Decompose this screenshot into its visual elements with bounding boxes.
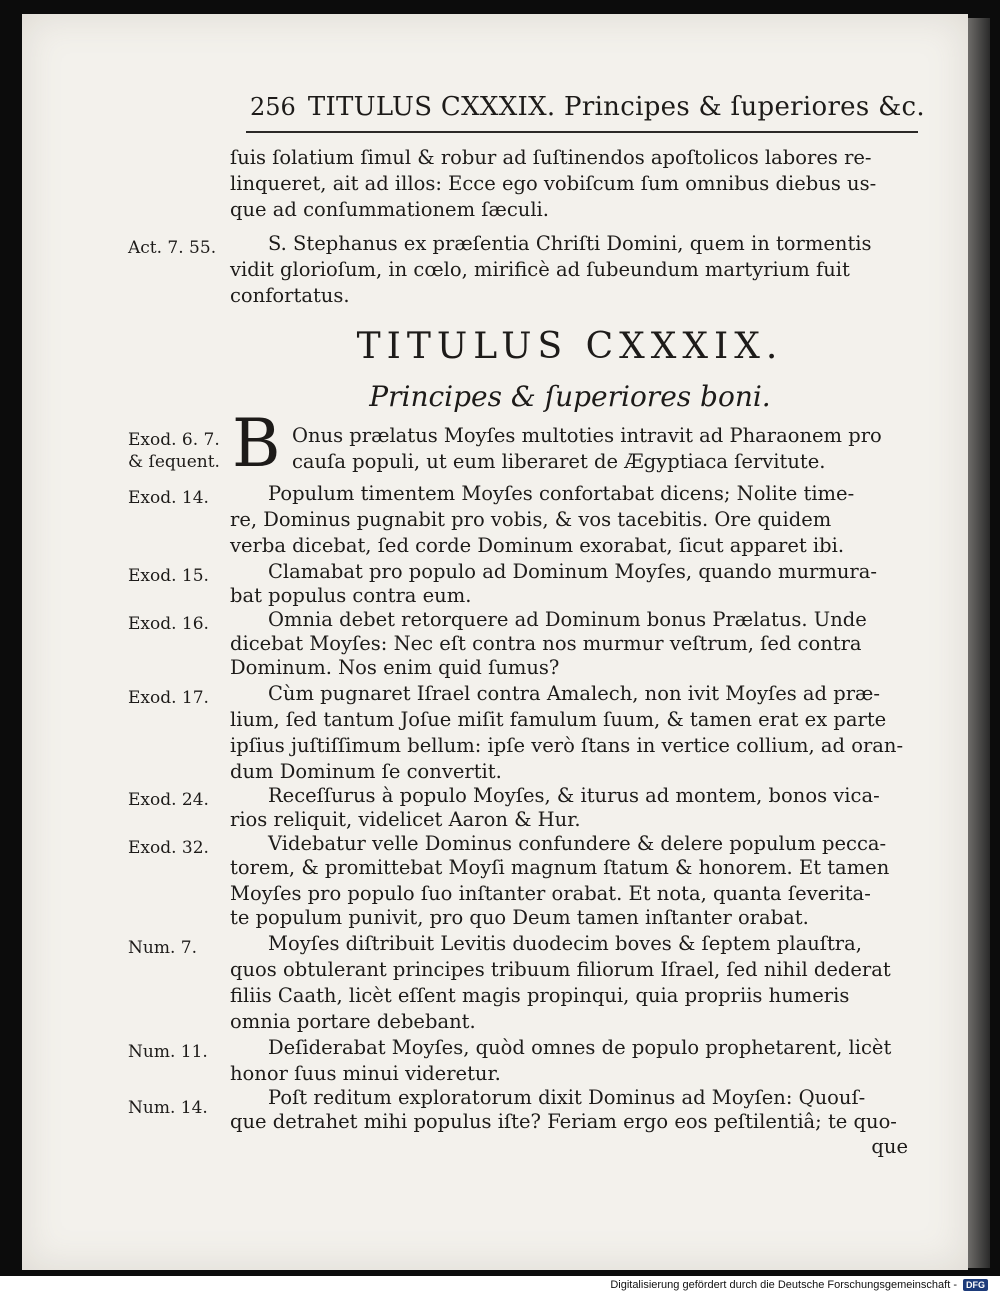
margin-reference: Num. 14. (128, 1098, 208, 1118)
body-line: verba dicebat, ſed corde Dominum exorabat, ſicut apparet ibi. (230, 534, 845, 557)
body-line: Clamabat pro populo ad Dominum Moyſes, quando murmura- (268, 560, 877, 583)
body-line: que detrahet mihi populus iſte? Feriam ergo eos peſtilentiâ; te quo- (230, 1110, 897, 1133)
preface-line: linqueret, ait ad illos: Ecce ego vobiſcum ſum omnibus diebus us- (230, 172, 877, 195)
margin-reference: Exod. 6. 7. (128, 430, 220, 450)
running-head-text: TITULUS CXXXIX. Principes & ſuperiores &c. (307, 92, 925, 122)
preface-line: S. Stephanus ex præſentia Chriſti Domini, quem in tormentis (268, 232, 872, 255)
body-line: cauſa populi, ut eum liberaret de Ægyptiaca ſervitute. (292, 450, 826, 473)
body-line: Poſt reditum exploratorum dixit Dominus ad Moyſen: Quouſ- (268, 1086, 866, 1109)
body-line: te populum punivit, pro quo Deum tamen inſtanter orabat. (230, 906, 809, 929)
margin-reference: Exod. 15. (128, 566, 209, 586)
margin-reference: Act. 7. 55. (128, 238, 217, 258)
body-line: Populum timentem Moyſes confortabat dicens; Nolite time- (268, 482, 855, 505)
preface-line: ſuis ſolatium ſimul & robur ad ſuſtinendos apoſtolicos labores re- (230, 146, 872, 169)
margin-reference: Num. 11. (128, 1042, 208, 1062)
body-line: lium, ſed tantum Joſue miſit famulum ſuum, & tamen erat ex parte (230, 708, 887, 731)
margin-reference: Exod. 17. (128, 688, 209, 708)
body-line: omnia portare debebant. (230, 1010, 476, 1033)
body-line: Receſſurus à populo Moyſes, & iturus ad montem, bonos vica- (268, 784, 880, 807)
body-line: filiis Caath, licèt eſſent magis propinqui, quia propriis humeris (230, 984, 850, 1007)
body-line: Moyſes diſtribuit Levitis duodecim boves & ſeptem plauſtra, (268, 932, 862, 955)
body-line: Omnia debet retorquere ad Dominum bonus Prælatus. Unde (268, 608, 867, 631)
body-line: re, Dominus pugnabit pro vobis, & vos tacebitis. Ore quidem (230, 508, 832, 531)
body-line: Onus prælatus Moyſes multoties intravit ad Pharaonem pro (292, 424, 882, 447)
body-line: ipſius juſtiſſimum bellum: ipſe verò ſtans in vertice collium, ad oran- (230, 734, 904, 757)
preface-line: vidit glorioſum, in cœlo, mirificè ad ſubeundum martyrium fuit (230, 258, 850, 281)
margin-reference: Num. 7. (128, 938, 197, 958)
body-line: dicebat Moyſes: Nec eſt contra nos murmur veſtrum, ſed contra (230, 632, 862, 655)
drop-capital: B (232, 405, 281, 482)
body-line: dum Dominum ſe convertit. (230, 760, 502, 783)
body-line: Videbatur velle Dominus confundere & delere populum pecca- (268, 832, 887, 855)
body-line: Dominum. Nos enim quid ſumus? (230, 656, 560, 679)
body-line: rios reliquit, videlicet Aaron & Hur. (230, 808, 581, 831)
preface-line: que ad conſummationem ſæculi. (230, 198, 549, 221)
body-line: quos obtulerant principes tribuum filiorum Iſrael, ſed nihil dederat (230, 958, 891, 981)
page-number: 256 (250, 93, 296, 121)
body-line: torem, & promittebat Moyſi magnum ſtatum & honorem. Et tamen (230, 856, 890, 879)
section-subtitle: Principes & ſuperiores boni. (369, 380, 771, 413)
margin-reference: Exod. 16. (128, 614, 209, 634)
header-rule (246, 131, 918, 133)
body-line: Moyſes pro populo ſuo inſtanter orabat. Et nota, quanta ſeverita- (230, 882, 871, 905)
margin-reference: Exod. 14. (128, 488, 209, 508)
margin-reference: & ſequent. (128, 452, 220, 472)
page-edge (968, 18, 990, 1268)
running-header (250, 92, 925, 122)
body-line: honor ſuus minui videretur. (230, 1062, 501, 1085)
body-line: Cùm pugnaret Iſrael contra Amalech, non ivit Moyſes ad præ- (268, 682, 880, 705)
body-line: bat populus contra eum. (230, 584, 472, 607)
dfg-logo-icon: DFG (963, 1279, 988, 1291)
digitization-footer (610, 1279, 988, 1291)
margin-reference: Exod. 32. (128, 838, 209, 858)
margin-reference: Exod. 24. (128, 790, 209, 810)
catchword: que (871, 1135, 908, 1158)
footer-text: Digitalisierung gefördert durch die Deutsche Forschungsgemeinschaft - (610, 1279, 957, 1291)
preface-line: confortatus. (230, 284, 350, 307)
section-title: TITULUS CXXXIX. (356, 326, 784, 367)
body-line: Deſiderabat Moyſes, quòd omnes de populo prophetarent, licèt (268, 1036, 892, 1059)
